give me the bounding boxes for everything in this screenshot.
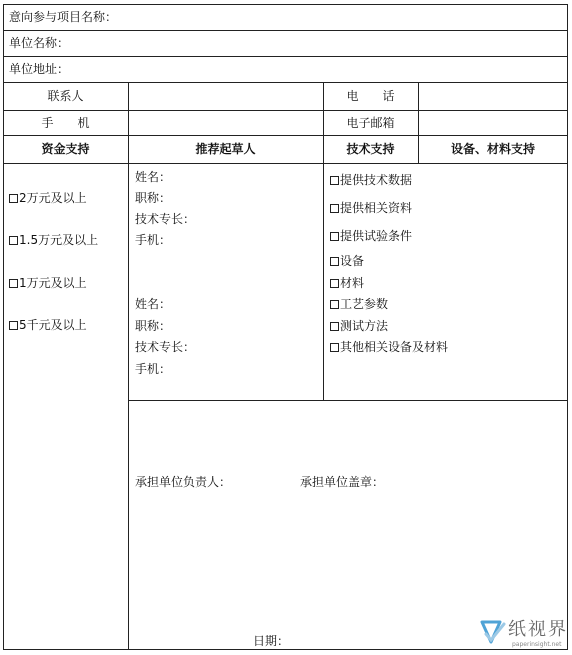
row-divider — [3, 30, 568, 31]
tech-checkbox[interactable] — [330, 257, 339, 266]
tech-checkbox[interactable] — [330, 322, 339, 331]
tech-checkbox[interactable] — [330, 343, 339, 352]
watermark-brand: 纸视界 — [508, 619, 568, 640]
tech-option-label: 其他相关设备及材料 — [340, 340, 449, 354]
row-divider — [128, 400, 568, 401]
row-divider — [3, 82, 568, 83]
funding-option-label: 1.5万元及以上 — [19, 233, 99, 247]
drafter-header: 推荐起草人 — [195, 142, 256, 156]
tech-option-label: 提供相关资料 — [340, 201, 413, 215]
mobile-label: 手 机 — [41, 116, 90, 130]
drafter-name-label: 姓名： — [135, 170, 172, 184]
funding-checkbox[interactable] — [9, 236, 18, 245]
tech-option-label: 提供技术数据 — [340, 173, 413, 187]
watermark-url: paperinsight.net — [512, 641, 562, 648]
row-divider — [3, 110, 568, 111]
funding-checkbox[interactable] — [9, 321, 18, 330]
unit-address-label: 单位地址： — [9, 62, 70, 76]
contact-label: 联系人 — [47, 89, 84, 103]
tech-checkbox[interactable] — [330, 204, 339, 213]
tech-checkbox[interactable] — [330, 176, 339, 185]
row-divider — [3, 135, 568, 136]
drafter-title-label: 职称： — [135, 319, 172, 333]
equipment-header: 设备、材料支持 — [450, 142, 535, 156]
row-divider — [3, 163, 568, 164]
email-label: 电子邮箱 — [346, 116, 395, 130]
funding-option-label: 2万元及以上 — [19, 191, 87, 205]
unit-name-label: 单位名称： — [9, 36, 70, 50]
funding-option-label: 5千元及以上 — [19, 318, 87, 332]
tech-checkbox[interactable] — [330, 300, 339, 309]
project-name-label: 意向参与项目名称： — [9, 10, 118, 24]
tech-option-label: 测试方法 — [340, 319, 389, 333]
funding-header: 资金支持 — [41, 142, 90, 156]
tech-option-label: 提供试验条件 — [340, 229, 413, 243]
watermark-logo — [476, 612, 568, 652]
tech-option-label: 工艺参数 — [340, 297, 389, 311]
row-divider — [3, 56, 568, 57]
date-label: 日期： — [253, 634, 290, 648]
funding-checkbox[interactable] — [9, 279, 18, 288]
tech-header: 技术支持 — [346, 142, 395, 156]
funding-checkbox[interactable] — [9, 194, 18, 203]
drafter-name-label: 姓名： — [135, 297, 172, 311]
drafter-title-label: 职称： — [135, 191, 172, 205]
phone-label: 电 话 — [346, 89, 395, 103]
tech-checkbox[interactable] — [330, 279, 339, 288]
drafter-mobile-label: 手机： — [135, 362, 172, 376]
drafter-expertise-label: 技术专长： — [135, 340, 196, 354]
tech-option-label: 设备 — [340, 254, 365, 268]
tech-checkbox[interactable] — [330, 232, 339, 241]
column-divider — [128, 82, 129, 650]
drafter-expertise-label: 技术专长： — [135, 212, 196, 226]
unit-seal-label: 承担单位盖章： — [300, 475, 385, 489]
tech-option-label: 材料 — [340, 276, 365, 290]
drafter-mobile-label: 手机： — [135, 233, 172, 247]
responsible-person-label: 承担单位负责人： — [135, 475, 232, 489]
funding-option-label: 1万元及以上 — [19, 276, 87, 290]
